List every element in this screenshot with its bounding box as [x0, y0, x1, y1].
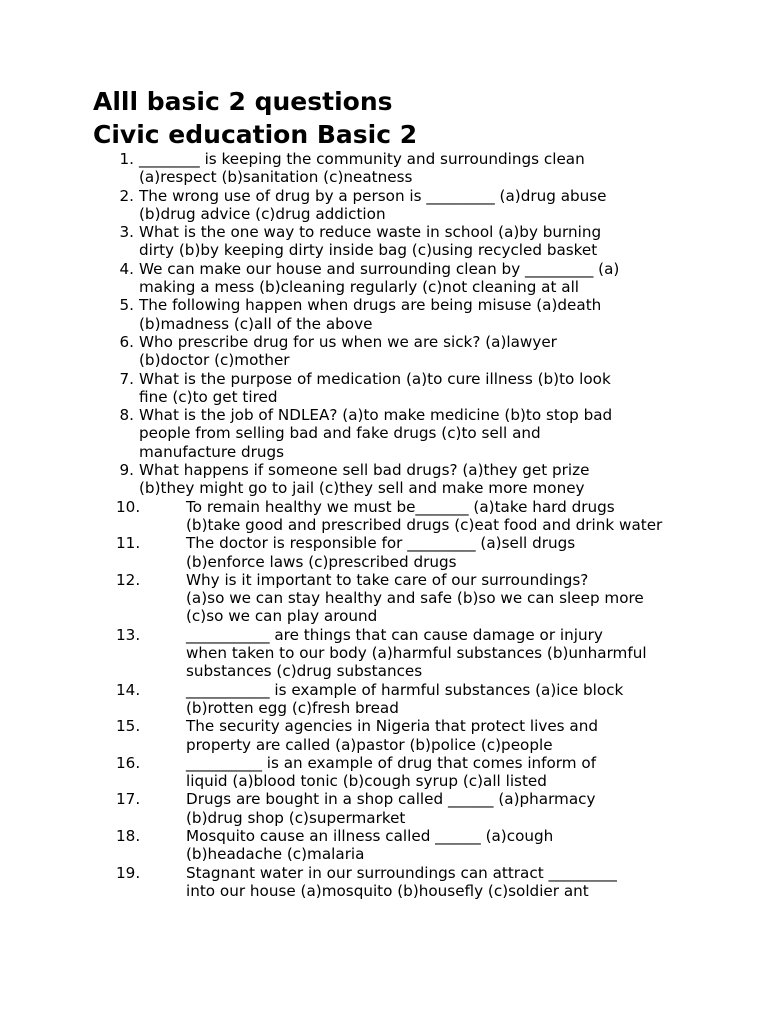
question-number: 10.	[116, 497, 141, 516]
question-number: 14.	[116, 680, 141, 699]
question-text	[139, 498, 679, 535]
question-number: 1.	[119, 150, 134, 168]
question-item	[0, 827, 679, 864]
document-subtitle: Civic education Basic 2	[93, 120, 418, 149]
question-number: 6.	[119, 332, 134, 351]
question-number: 15.	[116, 717, 141, 736]
question-line: __________ is an example of drug that comes inform of	[186, 753, 597, 772]
question-line: (b)drug advice (c)drug addiction	[139, 204, 386, 223]
question-line: liquid (a)blood tonic (b)cough syrup (c)all listed	[186, 772, 547, 791]
question-number: 11.	[116, 534, 141, 553]
question-item	[0, 333, 679, 370]
question-text	[139, 717, 679, 754]
question-line: We can make our house and surrounding clean by _________ (a)	[139, 259, 620, 278]
question-line: What is the one way to reduce waste in school (a)by burning	[139, 223, 602, 242]
question-text	[139, 260, 679, 297]
question-line: What is the job of NDLEA? (a)to make medicine (b)to stop bad	[139, 406, 613, 425]
question-line: (c)so we can play around	[186, 607, 378, 626]
question-text	[139, 370, 679, 407]
question-line: What happens if someone sell bad drugs? (a)they get prize	[139, 461, 590, 480]
question-item	[0, 534, 679, 571]
question-item	[0, 223, 679, 260]
question-text	[139, 827, 679, 864]
question-text	[139, 534, 679, 571]
question-number: 9.	[119, 461, 134, 480]
question-text	[139, 150, 679, 187]
question-item	[0, 571, 679, 626]
question-number: 12.	[116, 570, 141, 589]
question-line: The security agencies in Nigeria that protect lives and	[186, 717, 598, 736]
question-item	[0, 150, 679, 187]
question-line: when taken to our body (a)harmful substances (b)unharmful	[186, 644, 647, 663]
question-text	[139, 790, 679, 827]
question-number: 4.	[119, 259, 134, 278]
question-item	[0, 498, 679, 535]
question-line: ___________ is example of harmful substances (a)ice block	[186, 680, 624, 699]
document-title: Alll basic 2 questions	[93, 87, 393, 116]
question-line: Why is it important to take care of our surroundings?	[186, 570, 589, 589]
question-item	[0, 406, 679, 461]
question-number: 3.	[119, 223, 134, 242]
question-number: 16.	[116, 753, 141, 772]
question-line: (b)doctor (c)mother	[139, 351, 290, 370]
question-line: (b)rotten egg (c)fresh bread	[186, 698, 399, 717]
question-line: (b)enforce laws (c)prescribed drugs	[186, 552, 457, 571]
question-line: To remain healthy we must be_______ (a)take hard drugs	[186, 497, 615, 516]
question-line: ________ is keeping the community and surroundings clean	[139, 150, 585, 168]
question-line: (b)they might go to jail (c)they sell and make more money	[139, 479, 585, 498]
question-line: The doctor is responsible for _________ (a)sell drugs	[186, 534, 576, 553]
question-line: (a)so we can stay healthy and safe (b)so we can sleep more	[186, 589, 644, 608]
question-item	[0, 296, 679, 333]
question-item	[0, 626, 679, 681]
question-text	[139, 296, 679, 333]
question-line: fine (c)to get tired	[139, 387, 278, 406]
question-number: 5.	[119, 296, 134, 315]
question-text	[139, 406, 679, 461]
question-text	[139, 754, 679, 791]
question-text	[139, 681, 679, 718]
question-line: The following happen when drugs are being misuse (a)death	[139, 296, 602, 315]
question-item	[0, 260, 679, 297]
question-line: substances (c)drug substances	[186, 662, 423, 681]
question-line: (b)take good and prescribed drugs (c)eat food and drink water	[186, 515, 663, 534]
question-number: 13.	[116, 625, 141, 644]
question-text	[139, 571, 679, 626]
question-text	[139, 864, 679, 901]
question-text	[139, 187, 679, 224]
question-number: 19.	[116, 863, 141, 882]
question-text	[139, 626, 679, 681]
question-line: What is the purpose of medication (a)to cure illness (b)to look	[139, 369, 611, 388]
question-line: Mosquito cause an illness called ______ (a)cough	[186, 826, 554, 845]
question-item	[0, 754, 679, 791]
question-number: 7.	[119, 369, 134, 388]
question-item	[0, 717, 679, 754]
question-item	[0, 864, 679, 901]
question-text	[139, 333, 679, 370]
question-text	[139, 223, 679, 260]
question-item	[0, 370, 679, 407]
question-line: into our house (a)mosquito (b)housefly (c)soldier ant	[186, 881, 589, 900]
question-item	[0, 461, 679, 498]
question-item	[0, 681, 679, 718]
question-number: 18.	[116, 826, 141, 845]
question-item	[0, 187, 679, 224]
question-line: people from selling bad and fake drugs (c)to sell and	[139, 424, 541, 443]
question-item	[0, 790, 679, 827]
question-line: Stagnant water in our surroundings can attract _________	[186, 863, 617, 882]
question-line: (b)madness (c)all of the above	[139, 314, 373, 333]
question-line: (a)respect (b)sanitation (c)neatness	[139, 168, 413, 187]
question-line: property are called (a)pastor (b)police (c)people	[186, 735, 553, 754]
question-text	[139, 461, 679, 498]
question-line: Drugs are bought in a shop called ______ (a)pharmacy	[186, 790, 596, 809]
question-line: ___________ are things that can cause damage or injury	[186, 625, 603, 644]
question-line: making a mess (b)cleaning regularly (c)not cleaning at all	[139, 278, 580, 297]
question-number: 2.	[119, 186, 134, 205]
question-line: Who prescribe drug for us when we are sick? (a)lawyer	[139, 332, 557, 351]
question-list	[0, 150, 768, 900]
question-line: dirty (b)by keeping dirty inside bag (c)using recycled basket	[139, 241, 598, 260]
question-line: (b)headache (c)malaria	[186, 845, 365, 864]
question-line: manufacture drugs	[139, 442, 285, 461]
question-line: (b)drug shop (c)supermarket	[186, 808, 406, 827]
question-line: The wrong use of drug by a person is _________ (a)drug abuse	[139, 186, 607, 205]
question-number: 8.	[119, 406, 134, 425]
question-number: 17.	[116, 790, 141, 809]
